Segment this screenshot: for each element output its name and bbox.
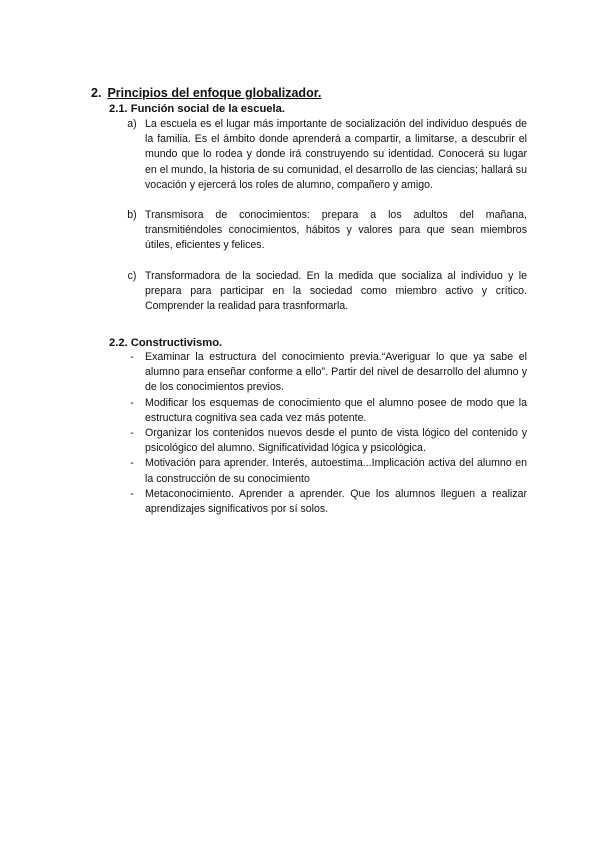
list-item	[109, 208, 527, 254]
section-title: Principios del enfoque globalizador.	[107, 86, 322, 100]
bullet-item-text: Metaconocimiento. Aprender a aprender. Que los alumnos lleguen a realizar aprendizajes significativos por sí solos.	[145, 487, 527, 516]
subsection-heading-2-1: 2.1. Función social de la escuela.	[109, 103, 285, 115]
list-marker: b)	[127, 209, 137, 222]
bullet-item-text: Examinar la estructura del conocimiento previa.“Averiguar lo que ya sabe el alumno para enseñar conforme a ello”. Partir del nivel de desarrollo del alumno y de los conocimientos previos.	[145, 351, 527, 394]
subsection-heading-2-2: 2.2. Constructivismo.	[109, 337, 223, 349]
bullet-marker: -	[130, 487, 134, 500]
bullet-item-text: Modificar los esquemas de conocimiento que el alumno posee de modo que la estructura cognitiva sea cada vez más potente.	[145, 396, 527, 424]
list-item-text: La escuela es el lugar más importante de socialización del individuo después de la familia. Es el ámbito donde aprenderá a compartir, a limitarse, a descubrir el mundo que lo rodea y donde irá construyendo su identidad. Conocerá su lugar en el mundo, la historia de su comunidad, el desarrollo de las ciencias; hallará su vocación y ejercerá los roles de alumno, compañero y amigo.	[145, 118, 527, 191]
section-heading	[91, 86, 321, 100]
bullet-item-text: Organizar los contenidos nuevos desde el punto de vista lógico del contenido y psicológico del alumno. Significatividad lógica y psicológica.	[145, 427, 527, 455]
bullet-item	[109, 350, 527, 396]
bullet-item	[109, 456, 527, 486]
constructivism-list	[109, 350, 527, 517]
bullet-marker: -	[130, 457, 134, 470]
bullet-item	[109, 396, 527, 426]
bullet-marker: -	[130, 427, 134, 440]
list-item	[109, 269, 527, 315]
list-item-text: Transmisora de conocimientos: prepara a los adultos del mañana, transmitiéndoles conocimientos, hábitos y valores para que sean miembros útiles, eficientes y felices.	[145, 209, 527, 252]
bullet-marker: -	[130, 351, 134, 363]
bullet-marker: -	[130, 396, 134, 409]
bullet-item	[109, 426, 527, 456]
section-number: 2.	[91, 86, 102, 100]
list-item-text: Transformadora de la sociedad. En la medida que socializa al individuo y le prepara para participar en la sociedad como miembro activo y crítico. Comprender la realidad para trasnformarla.	[145, 269, 527, 313]
list-marker: c)	[127, 269, 137, 282]
list-item	[109, 117, 527, 193]
function-list	[109, 117, 527, 329]
list-marker: a)	[127, 118, 137, 130]
bullet-item	[109, 487, 527, 517]
bullet-item-text: Motivación para aprender. Interés, autoestima...Implicación activa del alumno en la construcción de su conocimiento	[145, 457, 527, 485]
